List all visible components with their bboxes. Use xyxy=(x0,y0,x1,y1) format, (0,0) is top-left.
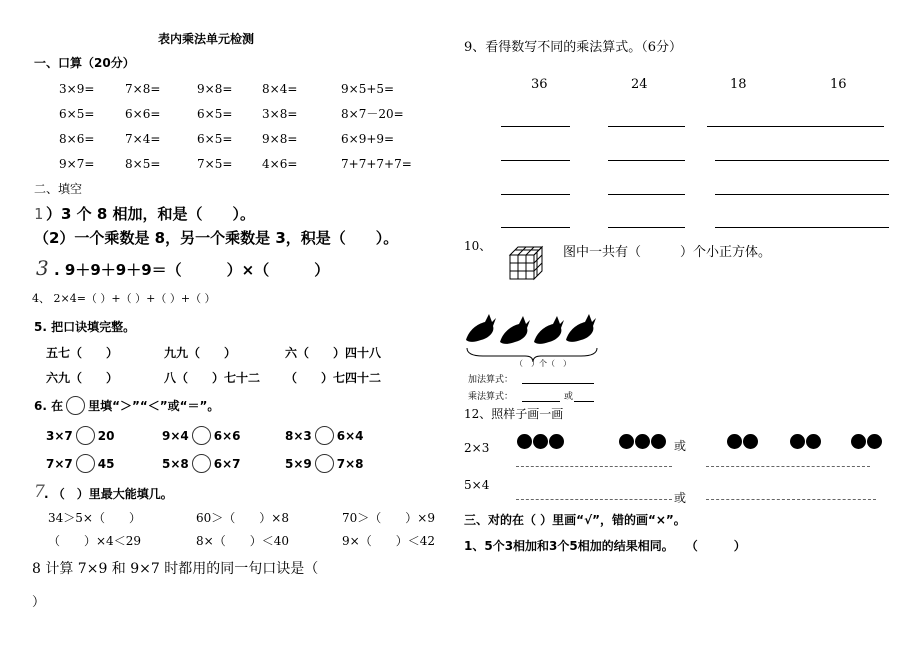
or-label: 或 xyxy=(674,491,687,505)
section3-heading: 三、对的在（ ）里画“√”，错的画“×”。 xyxy=(464,513,686,527)
calc-item: 3×9= xyxy=(59,82,95,96)
q11-figure xyxy=(463,308,603,380)
judge-q1: 1、5个3相加和3个5相加的结果相同。 （ ） xyxy=(464,539,746,553)
compare-left: 5×9 xyxy=(285,456,312,471)
q10-text: 图中一共有（ ）个小正方体。 xyxy=(563,245,772,260)
calc-item: 7×8= xyxy=(125,82,161,96)
answer-line[interactable] xyxy=(501,194,570,195)
dot-icon xyxy=(619,434,634,449)
compare-circle-icon[interactable] xyxy=(315,426,334,445)
q1-number: 1 xyxy=(34,205,44,223)
bird-group xyxy=(466,314,596,344)
q5-heading: 5. 把口诀填完整。 xyxy=(34,320,136,334)
calc-item: 6×5= xyxy=(197,107,233,121)
answer-line[interactable] xyxy=(715,227,889,228)
q8-close: ） xyxy=(32,595,46,610)
compare-right: 6×7 xyxy=(213,456,241,471)
dot-icon xyxy=(743,434,758,449)
q9-number: 24 xyxy=(631,77,648,92)
mul-answer-line[interactable] xyxy=(522,401,560,402)
calc-item: 8×7－20= xyxy=(341,107,404,121)
q7-number: 7 xyxy=(34,482,45,502)
dot-icon xyxy=(851,434,866,449)
calc-item: 8×6= xyxy=(59,132,95,146)
calc-item: 6×5= xyxy=(59,107,95,121)
dot-icon xyxy=(533,434,548,449)
calc-item: 6×9+9= xyxy=(341,132,395,146)
fill-q2: （2）一个乘数是 8，另一个乘数是 3，积是（ ）。 xyxy=(34,229,399,247)
calc-item: 9×8= xyxy=(262,132,298,146)
answer-line[interactable] xyxy=(608,194,685,195)
compare-right: 6×6 xyxy=(213,428,241,443)
answer-line[interactable] xyxy=(501,126,570,127)
bird-icon xyxy=(500,316,530,344)
draw-line[interactable] xyxy=(706,466,870,467)
dot-group xyxy=(619,434,667,449)
compare-right: 45 xyxy=(97,456,115,471)
dot-icon xyxy=(806,434,821,449)
answer-line[interactable] xyxy=(715,194,889,195)
compare-circle-icon[interactable] xyxy=(192,426,211,445)
or-label: 或 xyxy=(564,392,574,402)
compare-circle-icon[interactable] xyxy=(315,454,334,473)
answer-line[interactable] xyxy=(608,160,685,161)
brace-label: （ ）个（ ） xyxy=(515,359,571,368)
or-label: 或 xyxy=(674,439,687,453)
dot-icon xyxy=(790,434,805,449)
dot-icon xyxy=(517,434,532,449)
q9-heading: 9、看得数写不同的乘法算式。（6分） xyxy=(464,40,683,55)
dot-group xyxy=(790,434,822,449)
section1-heading: 一、口算（20分） xyxy=(34,56,135,70)
draw-line[interactable] xyxy=(516,466,672,467)
calc-item: 6×5= xyxy=(197,132,233,146)
compare-right: 20 xyxy=(97,428,115,443)
compare-item xyxy=(285,454,364,473)
dot-icon xyxy=(635,434,650,449)
max-fill-item: （ ）×4＜29 xyxy=(48,534,141,548)
mnemonic-item: 八（ ）七十二 xyxy=(164,371,261,385)
answer-line[interactable] xyxy=(707,126,884,127)
bird-icon xyxy=(566,314,596,342)
mul-answer-line[interactable] xyxy=(574,401,594,402)
q6-text-b: 里填“＞”“＜”或“＝”。 xyxy=(88,399,220,413)
q9-number: 18 xyxy=(730,77,747,92)
bird-icon xyxy=(534,316,564,344)
q3-number: 3 xyxy=(36,256,49,280)
calc-item: 7×5= xyxy=(197,157,233,171)
max-fill-item: 70＞（ ）×9 xyxy=(342,511,435,525)
answer-line[interactable] xyxy=(501,227,570,228)
mnemonic-item: （ ）七四十二 xyxy=(285,371,382,385)
calc-item: 8×5= xyxy=(125,157,161,171)
calc-item: 7+7+7+7= xyxy=(341,157,412,171)
compare-circle-icon[interactable] xyxy=(76,454,95,473)
calc-item: 9×5+5= xyxy=(341,82,395,96)
compare-left: 5×8 xyxy=(162,456,189,471)
mnemonic-item: 六九（ ） xyxy=(46,371,119,385)
compare-item xyxy=(162,426,241,445)
compare-left: 7×7 xyxy=(46,456,73,471)
answer-line[interactable] xyxy=(608,227,685,228)
q9-number: 16 xyxy=(830,77,847,92)
mnemonic-item: 五七（ ） xyxy=(46,346,119,360)
compare-item xyxy=(285,426,364,445)
draw-line[interactable] xyxy=(706,499,876,500)
calc-item: 8×4= xyxy=(262,82,298,96)
answer-line[interactable] xyxy=(715,160,889,161)
draw-line[interactable] xyxy=(516,499,672,500)
add-label: 加法算式： xyxy=(468,375,514,385)
calc-item: 9×8= xyxy=(197,82,233,96)
compare-item xyxy=(46,426,114,445)
compare-item xyxy=(162,454,241,473)
page-title: 表内乘法单元检测 xyxy=(158,32,255,46)
q9-number: 36 xyxy=(531,77,548,92)
fill-q1: ）3 个 8 相加，和是（ ）。 xyxy=(46,205,256,223)
max-fill-item: 9×（ ）＜42 xyxy=(342,534,435,548)
max-fill-item: 34＞5×（ ） xyxy=(48,511,141,525)
dot-icon xyxy=(651,434,666,449)
dot-group xyxy=(851,434,883,449)
q8-text: 8 计算 7×9 和 9×7 时都用的同一句口诀是（ xyxy=(32,561,319,577)
compare-circle-icon xyxy=(66,396,85,415)
mul-label: 乘法算式： xyxy=(468,392,514,402)
q7-heading: . （ ）里最大能填几。 xyxy=(44,487,173,501)
calc-item: 4×6= xyxy=(262,157,298,171)
compare-circle-icon[interactable] xyxy=(76,426,95,445)
q12-row2-label: 5×4 xyxy=(464,478,490,492)
max-fill-item: 8×（ ）＜40 xyxy=(196,534,289,548)
dot-group xyxy=(727,434,759,449)
calc-item: 3×8= xyxy=(262,107,298,121)
compare-left: 9×4 xyxy=(162,428,189,443)
bird-icon xyxy=(466,314,496,342)
calc-item: 9×7= xyxy=(59,157,95,171)
answer-line[interactable] xyxy=(608,126,685,127)
mnemonic-item: 六（ ）四十八 xyxy=(285,346,382,360)
compare-right: 7×8 xyxy=(336,456,364,471)
calc-item: 7×4= xyxy=(125,132,161,146)
compare-right: 6×4 xyxy=(336,428,364,443)
q12-row1-label: 2×3 xyxy=(464,441,490,455)
compare-circle-icon[interactable] xyxy=(192,454,211,473)
calc-item: 6×6= xyxy=(125,107,161,121)
fill-q4: 4、 2×4=（ ）+（ ）+（ ）+（ ） xyxy=(32,292,216,305)
dot-icon xyxy=(867,434,882,449)
mnemonic-item: 九九（ ） xyxy=(164,346,237,360)
dot-icon xyxy=(549,434,564,449)
compare-item xyxy=(46,454,114,473)
q6-heading xyxy=(34,396,219,415)
cube-stack-icon xyxy=(506,243,546,283)
dot-group xyxy=(517,434,565,449)
section2-heading: 二、填空 xyxy=(34,182,83,196)
fill-q3: . 9＋9＋9＋9＝（ ）×（ ） xyxy=(54,261,330,279)
max-fill-item: 60＞（ ）×8 xyxy=(196,511,289,525)
dot-icon xyxy=(727,434,742,449)
compare-left: 3×7 xyxy=(46,428,73,443)
compare-left: 8×3 xyxy=(285,428,312,443)
answer-line[interactable] xyxy=(501,160,570,161)
q6-text-a: 6. 在 xyxy=(34,399,64,413)
q10-number: 10、 xyxy=(464,239,492,253)
q12-heading: 12、照样子画一画 xyxy=(464,407,564,421)
add-answer-line[interactable] xyxy=(522,383,594,384)
